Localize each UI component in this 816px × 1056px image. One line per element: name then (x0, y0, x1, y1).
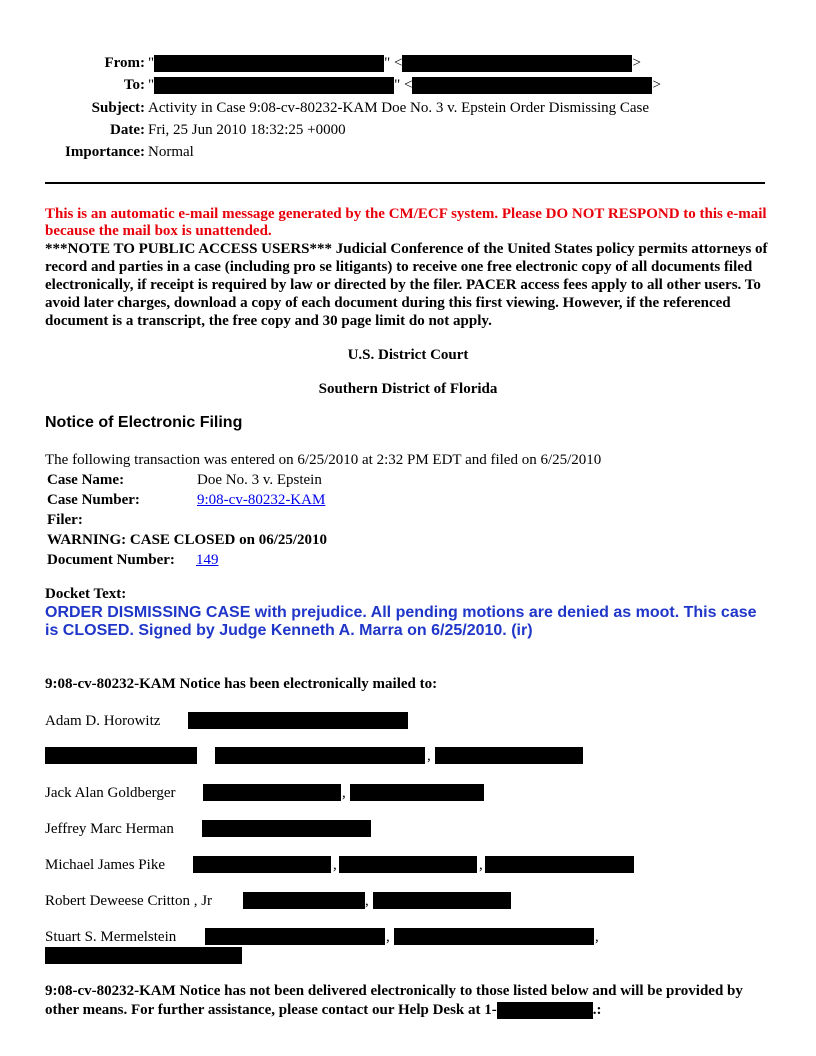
not-delivered-end: .: (592, 1002, 602, 1018)
date-value: Fri, 25 Jun 2010 18:32:25 +0000 (148, 122, 346, 138)
public-access-note: ***NOTE TO PUBLIC ACCESS USERS*** Judicial Conference of the United States policy permits attorneys of record and parties in a case (including pro se litigants) to receive one free electronic copy of all documents filed electronically, if receipt is required by law or directed by the filer. PACER access fees apply to all other users. To avoid later charges, download a copy of each document during this first viewing. However, if the referenced document is a transcript, the free copy and 30 page limit do not apply. (45, 241, 768, 329)
header-divider (45, 182, 765, 184)
transaction-text: The following transaction was entered on 6/25/2010 at 2:32 PM EDT and filed on 6/25/2010 (45, 452, 602, 468)
redaction-block (394, 928, 594, 945)
importance-row (0, 142, 816, 162)
subject-row (0, 98, 816, 118)
recipient-row (45, 891, 369, 911)
recipient-name: Jack Alan Goldberger (45, 785, 176, 801)
case-name-value: Doe No. 3 v. Epstein (197, 472, 322, 488)
recipient-row (45, 711, 160, 731)
redaction-block (154, 55, 384, 72)
bracket: > (652, 77, 661, 93)
redaction-block (193, 856, 331, 873)
recipient-row (45, 819, 174, 839)
quote: " (148, 77, 155, 93)
recipient-name: Stuart S. Mermelstein (45, 929, 177, 945)
to-row (0, 75, 816, 95)
quote: " < (394, 77, 413, 93)
importance-label: Importance: (65, 144, 145, 160)
quote: " (148, 55, 155, 71)
comma: , (365, 893, 369, 909)
filer-label: Filer: (47, 512, 83, 528)
court-name: U.S. District Court (347, 347, 469, 363)
redaction-block (412, 77, 652, 94)
document-number-link[interactable]: 149 (196, 552, 219, 568)
redaction-block (45, 747, 197, 764)
redaction-block (205, 928, 385, 945)
recipient-name: Adam D. Horowitz (45, 713, 161, 729)
comma: , (479, 857, 483, 873)
recipient-name: Michael James Pike (45, 857, 165, 873)
docket-text: ORDER DISMISSING CASE with prejudice. All pending motions are denied as moot. This case is CLOSED. Signed by Judge Kenneth A. Marra on 6/25/2010. (ir) (45, 604, 757, 639)
document-number-label: Document Number: (47, 552, 175, 568)
redaction-block (154, 77, 394, 94)
not-delivered-notice (45, 982, 775, 1020)
comma: , (595, 929, 599, 945)
case-name-label: Case Name: (47, 472, 125, 488)
comma: , (342, 785, 346, 801)
recipient-row (45, 927, 599, 947)
redaction-block (203, 784, 341, 801)
subject-value: Activity in Case 9:08-cv-80232-KAM Doe No. 3 v. Epstein Order Dismissing Case (148, 100, 650, 116)
date-label: Date: (110, 122, 145, 138)
recipient-row (45, 783, 346, 803)
comma: , (427, 748, 431, 764)
redaction-block (350, 784, 484, 801)
auto-message-warning: This is an automatic e-mail message generated by the CM/ECF system. Please DO NOT RESPOND to this e-mail because the mail box is unattended. (45, 206, 767, 239)
redaction-block (243, 892, 365, 909)
from-row (0, 53, 816, 73)
recipient-row (45, 855, 483, 875)
redaction-block (485, 856, 634, 873)
notice-title: Notice of Electronic Filing (45, 414, 243, 431)
from-label: From: (104, 55, 145, 71)
redaction-block (435, 747, 583, 764)
to-value (148, 75, 661, 95)
recipient-name: Robert Deweese Critton , Jr (45, 893, 213, 909)
bracket: > (632, 55, 641, 71)
date-row (0, 120, 816, 140)
from-value (148, 53, 641, 73)
comma: , (386, 929, 390, 945)
docket-text-label: Docket Text: (45, 586, 127, 602)
comma: , (333, 857, 337, 873)
subject-label: Subject: (91, 100, 145, 116)
case-number-label: Case Number: (47, 492, 140, 508)
district-name: Southern District of Florida (318, 381, 498, 397)
redaction-block (373, 892, 511, 909)
redaction-block (339, 856, 477, 873)
not-delivered-text: 9:08-cv-80232-KAM Notice has not been delivered electronically to those listed below and will be provided by other means. For further assistance, please contact our Help Desk at 1- (45, 983, 743, 1018)
to-label: To: (123, 77, 145, 93)
quote: " < (384, 55, 403, 71)
redaction-block (402, 55, 632, 72)
importance-value: Normal (148, 144, 194, 160)
redaction-block (45, 947, 242, 964)
mailed-heading: 9:08-cv-80232-KAM Notice has been electronically mailed to: (45, 676, 438, 692)
redaction-block (497, 1002, 593, 1019)
redaction-block (202, 820, 371, 837)
case-closed-warning: WARNING: CASE CLOSED on 06/25/2010 (47, 532, 328, 548)
recipient-name: Jeffrey Marc Herman (45, 821, 174, 837)
redaction-block (215, 747, 425, 764)
redaction-block (188, 712, 408, 729)
case-number-link[interactable]: 9:08-cv-80232-KAM (197, 492, 326, 508)
